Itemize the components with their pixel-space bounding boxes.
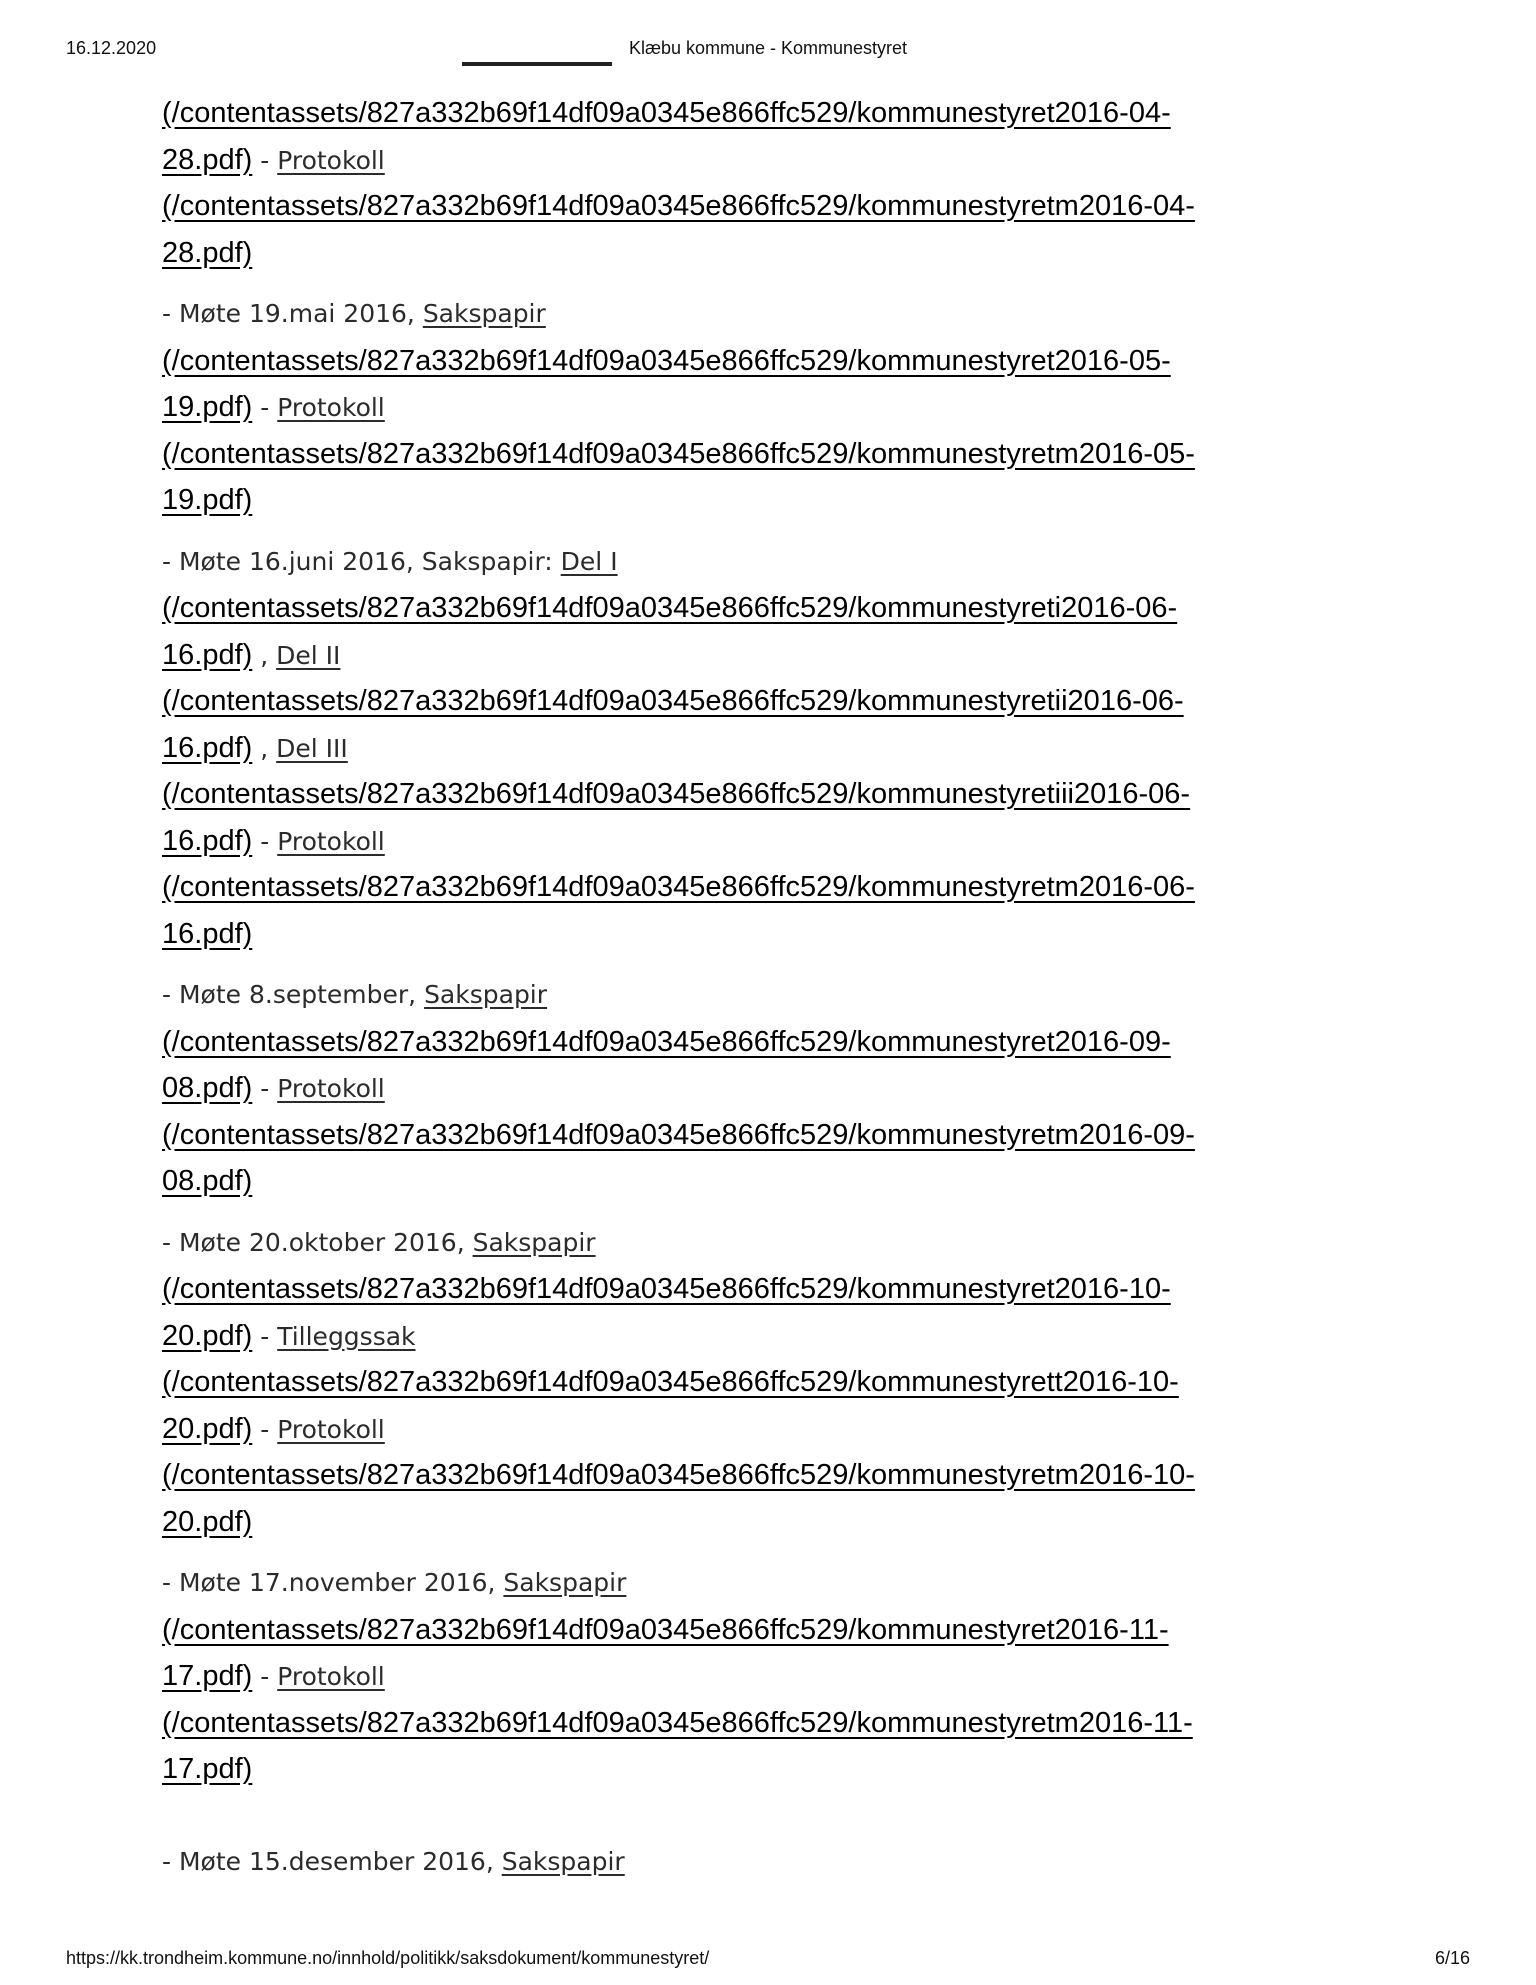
- meeting-label: - Møte 17.november 2016,: [162, 1568, 504, 1597]
- clipped-previous-line: [162, 54, 762, 68]
- url-link[interactable]: 17.pdf): [162, 1753, 253, 1785]
- url-link[interactable]: 28.pdf): [162, 143, 253, 176]
- separator: -: [252, 1662, 278, 1691]
- url-link[interactable]: 19.pdf): [162, 484, 253, 516]
- url-link[interactable]: (/contentassets/827a332b69f14df09a0345e866ffc529/kommunestyret2016-05-: [162, 344, 1171, 377]
- meeting-entry-2016-05-19: [162, 291, 1342, 524]
- url-link[interactable]: (/contentassets/827a332b69f14df09a0345e866ffc529/kommunestyretm2016-05-: [162, 437, 1195, 470]
- sakspapir-link[interactable]: Sakspapir: [501, 1846, 625, 1876]
- meeting-label: - Møte 16.juni 2016, Sakspapir:: [162, 546, 561, 576]
- url-link[interactable]: 16.pdf): [162, 917, 253, 950]
- separator: -: [252, 1321, 278, 1351]
- url-link[interactable]: 16.pdf): [162, 824, 253, 857]
- print-footer: [66, 1948, 1470, 1972]
- url-link[interactable]: 28.pdf): [162, 236, 253, 269]
- url-link[interactable]: (/contentassets/827a332b69f14df09a0345e866ffc529/kommunestyret2016-11-: [162, 1613, 1169, 1646]
- separator: -: [252, 1074, 278, 1103]
- del-i-link[interactable]: Del I: [560, 546, 618, 576]
- url-link[interactable]: (/contentassets/827a332b69f14df09a0345e866ffc529/kommunestyret2016-10-: [162, 1273, 1171, 1305]
- url-link[interactable]: (/contentassets/827a332b69f14df09a0345e866ffc529/kommunestyrett2016-10-: [162, 1366, 1179, 1398]
- page-title: Klæbu kommune - Kommunestyret: [628, 38, 908, 58]
- protokoll-link[interactable]: Protokoll: [277, 1074, 385, 1103]
- url-link[interactable]: 17.pdf): [162, 1660, 253, 1692]
- protokoll-link[interactable]: Protokoll: [277, 145, 385, 175]
- url-link[interactable]: (/contentassets/827a332b69f14df09a0345e866ffc529/kommunestyretm2016-09-: [162, 1118, 1195, 1151]
- meeting-label: - Møte 15.desember 2016,: [162, 1846, 502, 1876]
- url-link[interactable]: (/contentassets/827a332b69f14df09a0345e866ffc529/kommunestyret2016-09-: [162, 1025, 1171, 1058]
- tilleggssak-link[interactable]: Tilleggssak: [277, 1321, 416, 1351]
- url-link[interactable]: (/contentassets/827a332b69f14df09a0345e866ffc529/kommunestyretm2016-11-: [162, 1706, 1193, 1739]
- del-ii-link[interactable]: Del II: [276, 640, 341, 670]
- separator: ,: [252, 733, 277, 763]
- meeting-label: - Møte 8.september,: [162, 980, 425, 1009]
- url-link[interactable]: 19.pdf): [162, 391, 253, 423]
- url-link[interactable]: 08.pdf): [162, 1072, 253, 1104]
- meeting-label: - Møte 19.mai 2016,: [162, 299, 423, 328]
- url-link[interactable]: 20.pdf): [162, 1505, 253, 1538]
- url-link[interactable]: 20.pdf): [162, 1319, 253, 1352]
- url-link[interactable]: (/contentassets/827a332b69f14df09a0345e866ffc529/kommunestyretiii2016-06-: [162, 778, 1191, 810]
- url-link[interactable]: (/contentassets/827a332b69f14df09a0345e866ffc529/kommunestyretii2016-06-: [162, 685, 1184, 717]
- sakspapir-link[interactable]: Sakspapir: [503, 1568, 627, 1597]
- protokoll-link[interactable]: Protokoll: [277, 393, 385, 422]
- meeting-entry-2016-06-16: [162, 539, 1342, 958]
- del-iii-link[interactable]: Del III: [276, 733, 348, 763]
- separator: ,: [252, 640, 277, 670]
- meeting-entry-2016-10-20: [162, 1220, 1342, 1546]
- meeting-entry-2016-12-15: [162, 1839, 1342, 1886]
- meeting-entry-2016-04-28: [162, 90, 1342, 276]
- separator: -: [252, 1414, 278, 1444]
- sakspapir-link[interactable]: Sakspapir: [424, 980, 548, 1009]
- url-link[interactable]: 16.pdf): [162, 731, 253, 764]
- meeting-label: - Møte 20.oktober 2016,: [162, 1227, 473, 1257]
- separator: -: [252, 393, 278, 422]
- print-date: 16.12.2020: [66, 38, 157, 58]
- meeting-entry-2016-11-17: [162, 1560, 1342, 1793]
- url-link[interactable]: 16.pdf): [162, 638, 253, 671]
- separator: -: [252, 826, 278, 856]
- url-link[interactable]: (/contentassets/827a332b69f14df09a0345e866ffc529/kommunestyreti2016-06-: [162, 592, 1178, 624]
- protokoll-link[interactable]: Protokoll: [277, 1662, 385, 1691]
- page-url: https://kk.trondheim.kommune.no/innhold/politikk/saksdokument/kommunestyret/: [66, 1948, 710, 1968]
- separator: -: [252, 145, 278, 175]
- page-number: 6/16: [1434, 1948, 1470, 1968]
- sakspapir-link[interactable]: Sakspapir: [422, 299, 546, 328]
- sakspapir-link[interactable]: Sakspapir: [472, 1227, 596, 1257]
- url-link[interactable]: (/contentassets/827a332b69f14df09a0345e866ffc529/kommunestyretm2016-04-: [162, 190, 1195, 222]
- document-body: [162, 90, 1342, 1900]
- protokoll-link[interactable]: Protokoll: [277, 1414, 385, 1444]
- url-link[interactable]: 08.pdf): [162, 1165, 253, 1197]
- meeting-entry-2016-09-08: [162, 972, 1342, 1205]
- protokoll-link[interactable]: Protokoll: [277, 826, 385, 856]
- url-link[interactable]: (/contentassets/827a332b69f14df09a0345e866ffc529/kommunestyret2016-04-: [162, 97, 1171, 129]
- url-link[interactable]: 20.pdf): [162, 1412, 253, 1445]
- url-link[interactable]: (/contentassets/827a332b69f14df09a0345e866ffc529/kommunestyretm2016-10-: [162, 1459, 1195, 1491]
- url-link[interactable]: (/contentassets/827a332b69f14df09a0345e866ffc529/kommunestyretm2016-06-: [162, 871, 1195, 903]
